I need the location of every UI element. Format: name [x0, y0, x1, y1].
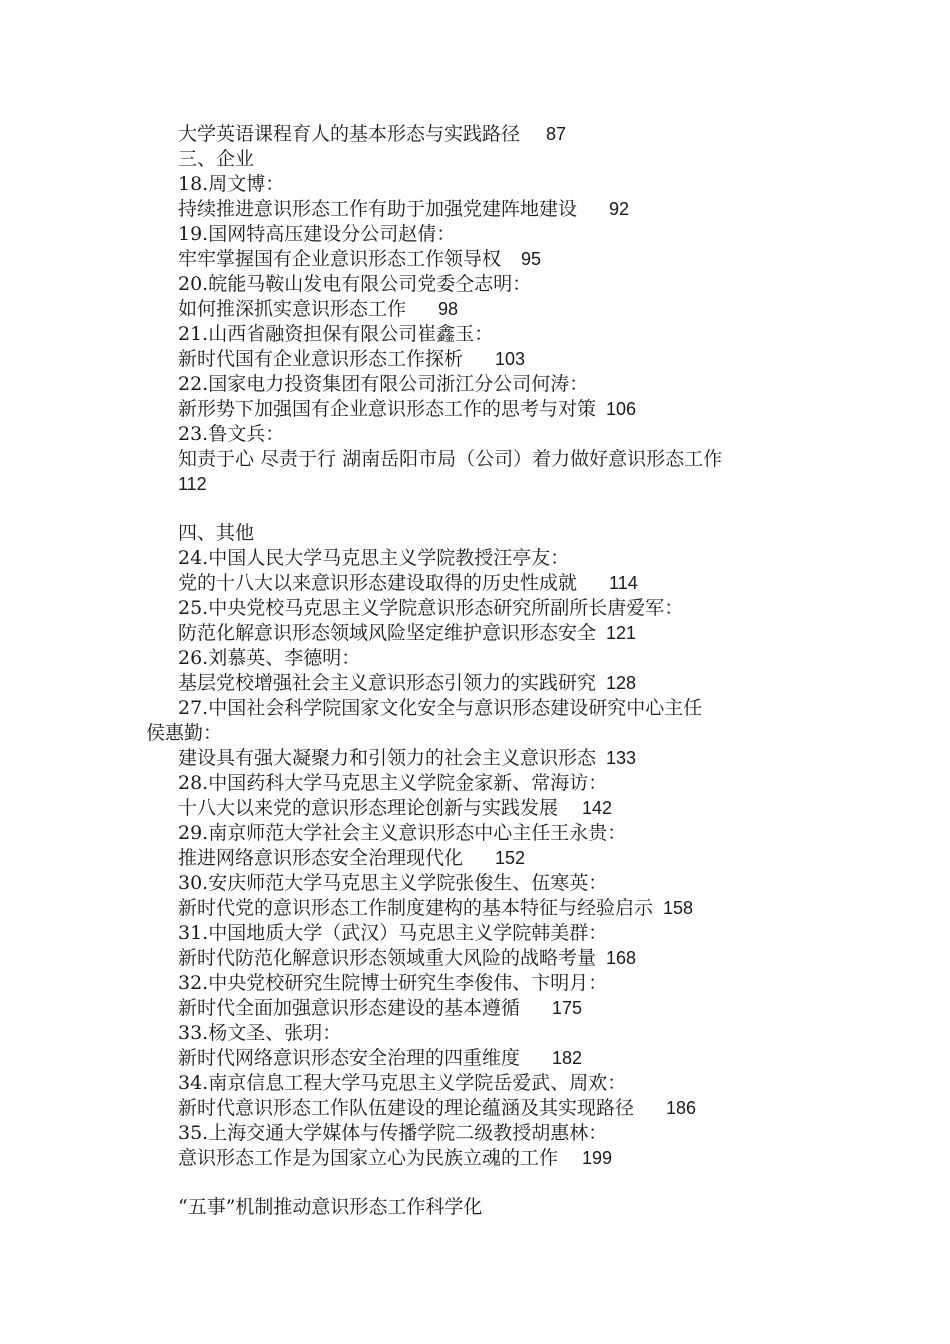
toc-author: 29.南京师范大学社会主义意识形态中心主任王永贵： [178, 822, 627, 844]
toc-title-line [178, 1046, 582, 1070]
toc-title-line [178, 197, 629, 221]
toc-page-number: 158 [663, 898, 694, 918]
toc-title-line [178, 247, 541, 271]
toc-author: 23.鲁文兵： [178, 423, 285, 445]
toc-title: 如何推深抓实意识形态工作 [178, 298, 407, 320]
toc-title-line [178, 1146, 612, 1170]
toc-author: 33.杨文圣、张玥： [178, 1022, 342, 1044]
toc-title: 新时代党的意识形态工作制度建构的基本特征与经验启示 [178, 897, 654, 919]
toc-page-number: 182 [552, 1048, 583, 1068]
toc-page-number: 186 [666, 1098, 697, 1118]
toc-page-number: 133 [606, 748, 637, 768]
toc-page-number: 95 [521, 249, 542, 269]
toc-page-number: 87 [546, 124, 567, 144]
toc-author-continued: 侯惠勤： [146, 722, 223, 744]
toc-page-number: 92 [609, 199, 630, 219]
toc-title-line [178, 846, 525, 870]
toc-title-line [178, 621, 636, 645]
toc-page-number: 175 [552, 998, 583, 1018]
toc-author: 26.刘慕英、李德明： [178, 647, 361, 669]
toc-title: 新时代国有企业意识形态工作探析 [178, 348, 464, 370]
toc-page-number: 199 [582, 1148, 613, 1168]
toc-title-line [178, 996, 582, 1020]
toc-author: 32.中央党校研究生院博士研究生李俊伟、卞明月： [178, 972, 608, 994]
toc-page-number: 142 [582, 798, 613, 818]
toc-title: 持续推进意识形态工作有助于加强党建阵地建设 [178, 198, 578, 220]
toc-title: 新时代意识形态工作队伍建设的理论蕴涵及其实现路径 [178, 1097, 635, 1119]
toc-title-line [178, 347, 525, 371]
toc-title: 大学英语课程育人的基本形态与实践路径 [178, 123, 521, 145]
article-title: “五事”机制推动意识形态工作科学化 [178, 1196, 483, 1218]
toc-author: 24.中国人民大学马克思主义学院教授汪亭友： [178, 547, 570, 569]
toc-author: 35.上海交通大学媒体与传播学院二级教授胡惠林： [178, 1122, 608, 1144]
toc-title: 党的十八大以来意识形态建设取得的历史性成就 [178, 572, 578, 594]
toc-author: 31.中国地质大学（武汉）马克思主义学院韩美群： [178, 922, 608, 944]
toc-author: 21.山西省融资担保有限公司崔鑫玉： [178, 323, 494, 345]
toc-title: 新时代网络意识形态安全治理的四重维度 [178, 1047, 521, 1069]
toc-title: 新形势下加强国有企业意识形态工作的思考与对策 [178, 398, 597, 420]
section-heading: 三、企业 [178, 148, 255, 170]
toc-title-line [178, 946, 636, 970]
toc-title: 牢牢掌握国有企业意识形态工作领导权 [178, 248, 502, 270]
toc-page-number: 103 [495, 349, 526, 369]
toc-author: 22.国家电力投资集团有限公司浙江分公司何涛： [178, 373, 589, 395]
toc-title: 知责于心 尽责于行 湖南岳阳市局（公司）着力做好意识形态工作 [178, 448, 723, 470]
toc-page-number: 168 [606, 948, 637, 968]
toc-title: 基层党校增强社会主义意识形态引领力的实践研究 [178, 672, 597, 694]
toc-title: 十八大以来党的意识形态理论创新与实践发展 [178, 797, 559, 819]
toc-page-number: 152 [495, 848, 526, 868]
toc-author: 25.中央党校马克思主义学院意识形态研究所副所长唐爱军： [178, 597, 684, 619]
toc-title: 新时代防范化解意识形态领域重大风险的战略考量 [178, 947, 597, 969]
toc-page-number: 114 [609, 573, 638, 593]
toc-title: 新时代全面加强意识形态建设的基本遵循 [178, 997, 521, 1019]
toc-author: 20.皖能马鞍山发电有限公司党委仝志明： [178, 273, 532, 295]
toc-title: 建设具有强大凝聚力和引领力的社会主义意识形态 [178, 747, 597, 769]
toc-page-number: 121 [606, 623, 637, 643]
toc-title-line [178, 896, 693, 920]
toc-page-number: 106 [606, 399, 637, 419]
toc-title-line [178, 1096, 696, 1120]
toc-author: 19.国网特高压建设分公司赵倩： [178, 223, 456, 245]
toc-title-line [178, 122, 566, 146]
toc-author: 28.中国药科大学马克思主义学院金家新、常海访： [178, 772, 608, 794]
toc-page-number: 128 [606, 673, 637, 693]
toc-author: 18.周文博： [178, 173, 285, 195]
toc-title-line [178, 671, 636, 695]
toc-author: 30.安庆师范大学马克思主义学院张俊生、伍寒英： [178, 872, 608, 894]
toc-title: 意识形态工作是为国家立心为民族立魂的工作 [178, 1147, 559, 1169]
toc-title-line [178, 796, 612, 820]
toc-title-line [178, 297, 458, 321]
toc-title-line [178, 746, 636, 770]
toc-page-number: 98 [438, 299, 459, 319]
toc-title: 防范化解意识形态领域风险坚定维护意识形态安全 [178, 622, 597, 644]
toc-author: 27.中国社会科学院国家文化安全与意识形态建设研究中心主任 [178, 697, 703, 719]
toc-title: 推进网络意识形态安全治理现代化 [178, 847, 464, 869]
section-heading: 四、其他 [178, 522, 255, 544]
toc-author: 34.南京信息工程大学马克思主义学院岳爱武、周欢： [178, 1072, 627, 1094]
toc-page-number: 112 [178, 474, 207, 494]
toc-title-line [178, 571, 638, 595]
toc-title-line [178, 397, 636, 421]
